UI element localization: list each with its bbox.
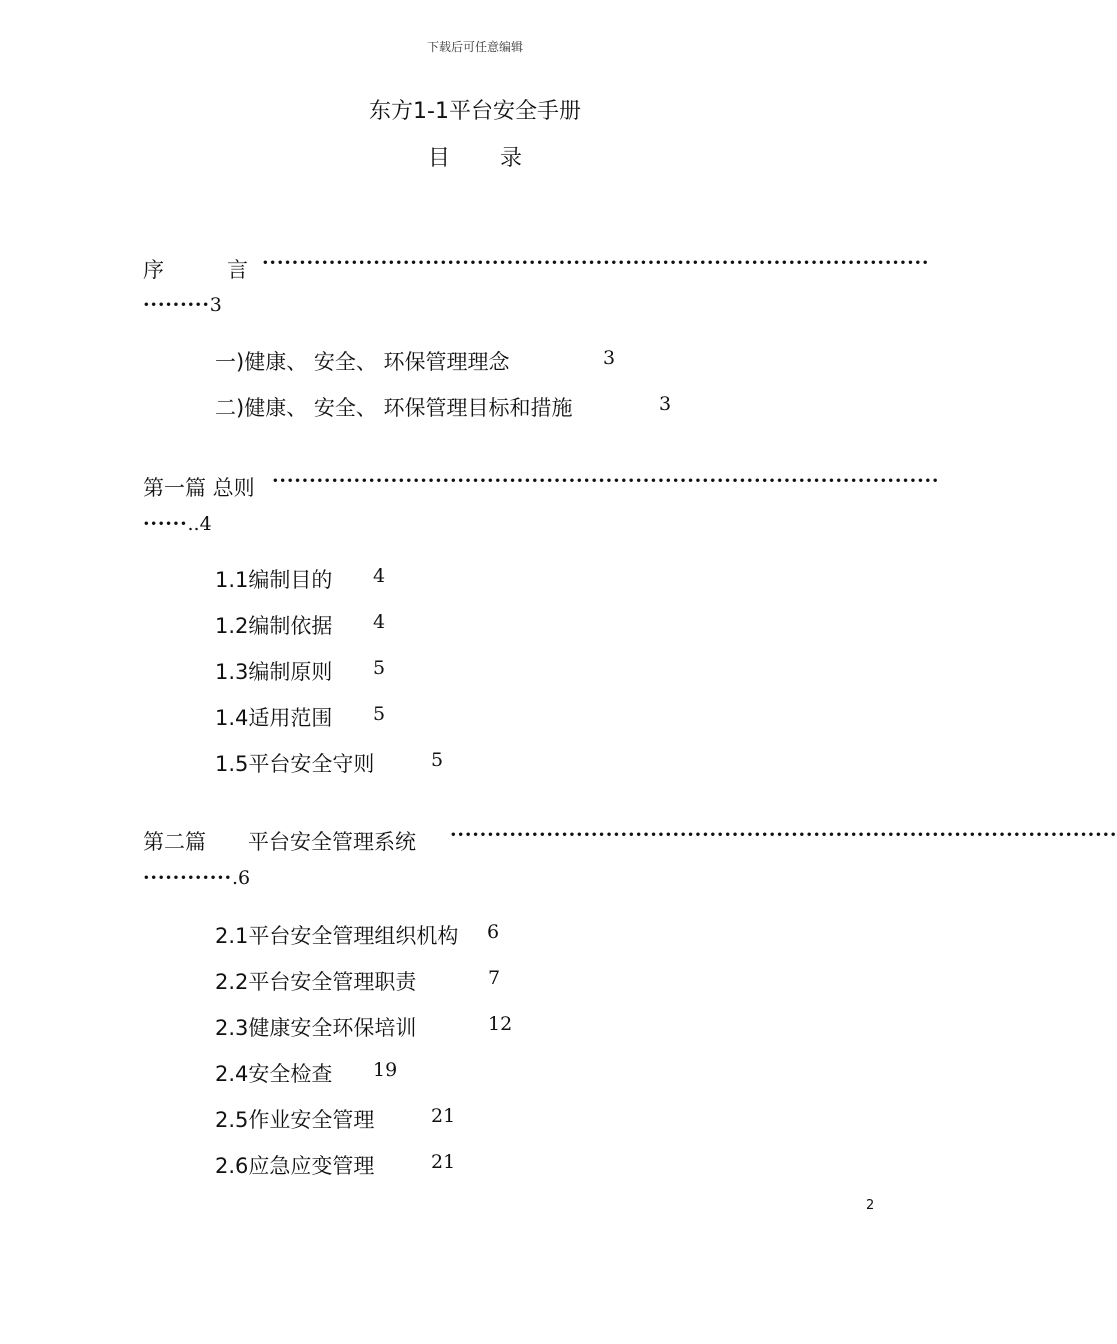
toc-item-page: 21 [431,1105,456,1127]
toc-section-part-1-page [143,513,212,535]
toc-item: 2.3健康安全环保培训 [215,1016,417,1040]
toc-item-page: 6 [487,921,500,943]
toc-heading-char-2: 录 [500,146,523,171]
toc-item-page: 3 [659,393,672,415]
toc-item-page: 7 [488,967,501,989]
toc-item: 1.2编制依据 [215,614,333,638]
toc-item: 1.3编制原则 [215,660,333,684]
document-title: 东方1-1平台安全手册 [369,99,581,124]
toc-section-part-2: 第二篇 平台安全管理系统 [143,830,416,854]
toc-item-page: 12 [488,1013,513,1035]
toc-item: 1.5平台安全守则 [215,752,375,776]
toc-item-page: 21 [431,1151,456,1173]
toc-item: 1.1编制目的 [215,568,333,592]
toc-item-page: 19 [373,1059,398,1081]
toc-item: 2.2平台安全管理职责 [215,970,417,994]
page-number: 2 [866,1198,875,1213]
toc-leader-dots-continued: ······ [143,513,188,535]
toc-item: 2.4安全检查 [215,1062,333,1086]
toc-section-part-1: 第一篇 总则 [143,476,255,500]
toc-item-page: 3 [603,347,616,369]
toc-section-preface: 序 言 [143,258,248,282]
toc-item-page: 5 [373,703,386,725]
toc-leader-dots: ·························································································· [450,824,1117,846]
toc-item-page: 5 [431,749,444,771]
toc-heading [0,141,950,172]
toc-page-number: 3 [209,294,222,316]
toc-leader-dots: ·························································································· [262,252,930,274]
toc-item: 2.6应急应变管理 [215,1154,375,1178]
toc-item: 1.4适用范围 [215,706,333,730]
page-header: 下载后可任意编辑 [426,40,523,54]
toc-item: 2.5作业安全管理 [215,1108,375,1132]
toc-item: 一)健康、 安全、 环保管理理念 [215,350,510,374]
toc-item: 2.1平台安全管理组织机构 [215,924,459,948]
toc-item: 二)健康、 安全、 环保管理目标和措施 [215,396,573,420]
toc-leader-dots-continued: ············ [143,867,232,889]
toc-page-number: ..4 [187,513,212,535]
toc-section-preface-page [143,294,222,316]
toc-heading-char-1: 目 [427,146,450,171]
toc-item-page: 5 [373,657,386,679]
toc-item-page: 4 [373,611,386,633]
toc-item-page: 4 [373,565,386,587]
toc-page-number: .6 [231,867,251,889]
toc-section-part-2-page [143,867,250,889]
toc-leader-dots-continued: ········· [143,294,210,316]
toc-leader-dots: ·························································································· [272,470,940,492]
